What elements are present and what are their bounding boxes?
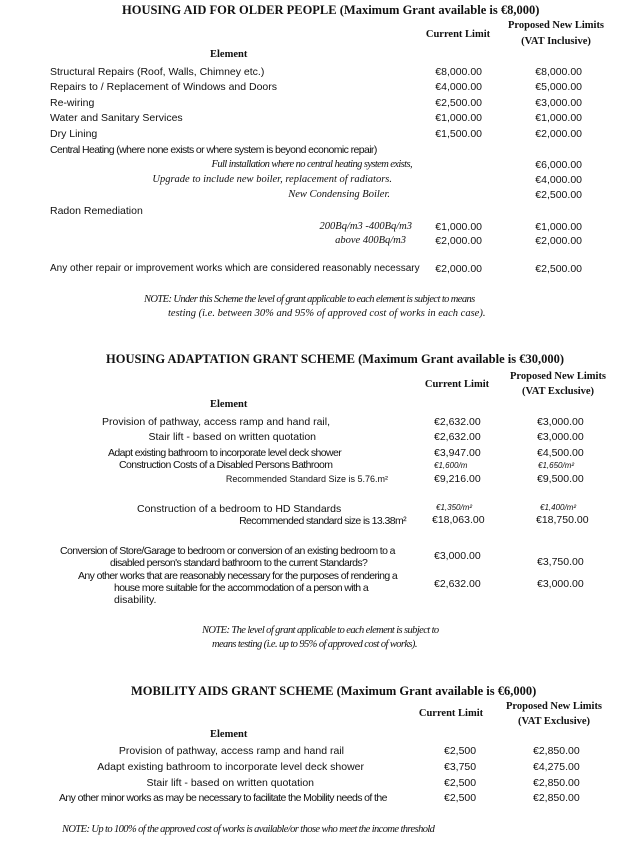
s3-row-proposed: €2,850.00 [533, 792, 580, 804]
s2-row-current: €2,632.00 [434, 431, 481, 443]
s1-radon-sub-current: €2,000.00 [435, 235, 482, 247]
s2-other-label-3: disability. [114, 594, 157, 606]
s1-col-new-2: (VAT Inclusive) [521, 36, 591, 47]
s3-row-current: €2,500 [444, 777, 477, 789]
s1-title: HOUSING AID FOR OLDER PEOPLE (Maximum Grant available is €8,000) [122, 3, 540, 17]
s3-row-proposed: €4,275.00 [533, 761, 580, 773]
s2-row-proposed: €3,000.00 [537, 431, 584, 443]
s2-conv-current: €3,000.00 [434, 550, 481, 562]
s3-row-label: Adapt existing bathroom to incorporate level deck shower [97, 761, 364, 773]
s1-row-label: Structural Repairs (Roof, Walls, Chimney etc.) [50, 66, 265, 78]
s3-row-label: Any other minor works as may be necessary to facilitate the Mobility needs of the [59, 792, 387, 804]
s3-note: NOTE: Up to 100% of the approved cost of works is available/or those who meet the income threshold [62, 824, 435, 835]
s3-col-current: Current Limit [418, 708, 484, 719]
s3-element-header: Element [210, 729, 248, 740]
s1-row-label: Water and Sanitary Services [50, 112, 183, 124]
s3-row-proposed: €2,850.00 [533, 745, 580, 757]
s3-row-label: Provision of pathway, access ramp and hand rail [118, 745, 344, 757]
s1-row-label: Dry Lining [50, 128, 98, 140]
s2-conv-label-1: Conversion of Store/Garage to bedroom or conversion of an existing bedroom to a [60, 545, 395, 557]
s1-radon-sub-current: €1,000.00 [435, 221, 482, 233]
s1-row-current: €2,500.00 [435, 97, 482, 109]
s2-bath-proposed-3: €9,500.00 [537, 473, 584, 485]
s1-heating-sub-label: Upgrade to include new boiler, replacement of radiators. [152, 174, 392, 185]
s1-row-label: Repairs to / Replacement of Windows and Doors [50, 81, 278, 93]
s1-row-current: €1,000.00 [435, 112, 482, 124]
s1-row-current: €4,000.00 [435, 81, 482, 93]
s3-row-current: €2,500 [444, 792, 477, 804]
s1-row-proposed: €5,000.00 [535, 81, 582, 93]
s1-row-proposed: €8,000.00 [535, 66, 582, 78]
s3-row-current: €2,500 [444, 745, 477, 757]
s2-conv-proposed: €3,750.00 [537, 556, 584, 568]
s2-bath-label-2: Construction Costs of a Disabled Persons Bathroom [119, 459, 333, 471]
s1-row-current: €1,500.00 [435, 128, 482, 140]
s2-bath-current-2: €1,600/m [434, 461, 468, 470]
s2-bath-proposed-2: €1,650/m² [538, 461, 575, 470]
s1-element-header: Element [210, 49, 248, 60]
s2-col-new-2: (VAT Exclusive) [521, 386, 595, 397]
s1-heating-label: Central Heating (where none exists or where system is beyond economic repair) [50, 144, 377, 156]
s1-radon-sub-proposed: €1,000.00 [535, 221, 582, 233]
s1-radon-sub-label: above 400Bq/m3 [335, 235, 406, 246]
s1-col-new-1: Proposed New Limits [507, 20, 605, 31]
s3-col-new-1: Proposed New Limits [505, 701, 603, 712]
s1-note-line-1: NOTE: Under this Scheme the level of grant applicable to each element is subject to means [144, 294, 475, 305]
s3-row-proposed: €2,850.00 [533, 777, 580, 789]
s1-heating-sub-label: Full installation where no central heating system exists, [211, 159, 412, 170]
s1-radon-sub-label: 200Bq/m3 -400Bq/m3 [319, 221, 412, 232]
s2-bath-current-3: €9,216.00 [434, 473, 481, 485]
s1-row-proposed: €1,000.00 [535, 112, 582, 124]
s2-other-proposed: €3,000.00 [537, 578, 584, 590]
s2-bath-current-1: €3,947.00 [434, 447, 481, 459]
s2-bed-label-2: Recommended standard size is 13.38m² [239, 515, 406, 527]
s2-other-current: €2,632.00 [434, 578, 481, 590]
s1-row-current: €8,000.00 [435, 66, 482, 78]
s1-col-current: Current Limit [425, 29, 491, 40]
s2-bed-current-2: €18,063.00 [432, 514, 485, 526]
s1-other-current: €2,000.00 [435, 263, 482, 275]
s2-bath-label-1: Adapt existing bathroom to incorporate level deck shower [108, 447, 342, 459]
s1-other-proposed: €2,500.00 [535, 263, 582, 275]
s1-radon-sub-proposed: €2,000.00 [535, 235, 582, 247]
s2-col-new-1: Proposed New Limits [509, 371, 607, 382]
s2-bath-label-3: Recommended Standard Size is 5.76.m² [225, 474, 388, 484]
s2-note-line-1: NOTE: The level of grant applicable to each element is subject to [202, 625, 439, 636]
s2-col-current: Current Limit [424, 379, 490, 390]
s1-row-proposed: €2,000.00 [535, 128, 582, 140]
s3-col-new-2: (VAT Exclusive) [517, 716, 591, 727]
s1-heating-sub-proposed: €6,000.00 [535, 159, 582, 171]
s2-bed-proposed-2: €18,750.00 [536, 514, 589, 526]
s2-bath-proposed-1: €4,500.00 [537, 447, 584, 459]
s1-heating-sub-proposed: €2,500.00 [535, 189, 582, 201]
s2-note-line-2: means testing (i.e. up to 95% of approved cost of works). [212, 639, 417, 650]
s1-heating-sub-proposed: €4,000.00 [535, 174, 582, 186]
s2-conv-label-2: disabled person's standard bathroom to the current Standards? [110, 557, 368, 569]
s2-bed-label-1: Construction of a bedroom to HD Standards [137, 503, 342, 515]
s2-bed-proposed-1: €1,400/m² [540, 503, 577, 512]
s1-radon-label: Radon Remediation [50, 205, 143, 217]
s1-heating-sub-label: New Condensing Boiler. [288, 189, 390, 200]
s2-other-label-2: house more suitable for the accommodation of a person with a [114, 582, 369, 594]
s2-bed-current-1: €1,350/m² [436, 503, 473, 512]
s2-row-proposed: €3,000.00 [537, 416, 584, 428]
s2-element-header: Element [210, 399, 248, 410]
s1-row-proposed: €3,000.00 [535, 97, 582, 109]
s2-row-current: €2,632.00 [434, 416, 481, 428]
s2-title: HOUSING ADAPTATION GRANT SCHEME (Maximum Grant available is €30,000) [106, 352, 565, 366]
s1-row-label: Re-wiring [50, 97, 95, 109]
s3-row-current: €3,750 [444, 761, 477, 773]
s3-row-label: Stair lift - based on written quotation [146, 777, 314, 789]
s2-row-label: Stair lift - based on written quotation [148, 431, 316, 443]
s2-other-label-1: Any other works that are reasonably necessary for the purposes of rendering a [78, 570, 398, 582]
s3-title: MOBILITY AIDS GRANT SCHEME (Maximum Grant available is €6,000) [131, 684, 537, 698]
s2-row-label: Provision of pathway, access ramp and hand rail, [101, 416, 330, 428]
s1-note-line-2: testing (i.e. between 30% and 95% of approved cost of works in each case). [168, 308, 486, 319]
s1-other-label: Any other repair or improvement works which are considered reasonably necessary [50, 263, 420, 274]
